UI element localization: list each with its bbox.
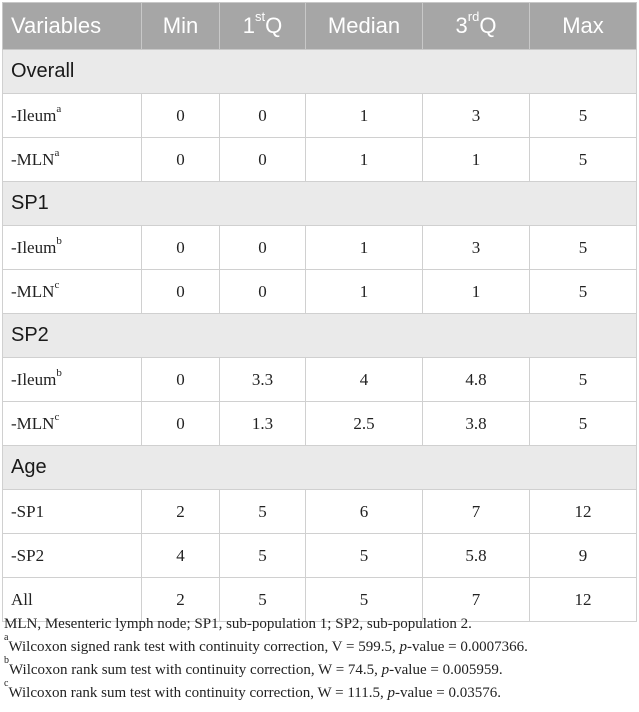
cell-q1: 5 (220, 490, 306, 534)
header-row (3, 3, 637, 50)
cell-median: 1 (306, 94, 423, 138)
cell-max: 12 (530, 578, 637, 622)
cell-median: 5 (306, 578, 423, 622)
footnote-marker: a (54, 146, 60, 159)
cell-q1: 5 (220, 534, 306, 578)
cell-q3: 3.8 (423, 402, 530, 446)
header-min: Min (142, 3, 220, 50)
header-variables: Variables (3, 3, 142, 50)
cell-min: 2 (142, 578, 220, 622)
row-label (3, 138, 142, 182)
cell-median: 5 (306, 534, 423, 578)
cell-max: 5 (530, 138, 637, 182)
table-row (3, 270, 637, 314)
row-label-text: -Ileum (11, 105, 57, 125)
footnote-mark: b (4, 655, 9, 666)
row-label (3, 358, 142, 402)
row-label-text: -Ileum (11, 369, 57, 389)
q1-superscript: st (255, 9, 266, 24)
cell-median: 4 (306, 358, 423, 402)
table-notes (4, 613, 636, 705)
table-row (3, 402, 637, 446)
p-symbol: p (399, 639, 407, 655)
cell-q3: 5.8 (423, 534, 530, 578)
row-label (3, 270, 142, 314)
footnote-mark: a (4, 632, 9, 643)
cell-min: 0 (142, 226, 220, 270)
table-row (3, 534, 637, 578)
footnote-marker: c (54, 278, 60, 291)
footnote (4, 632, 636, 659)
cell-median: 1 (306, 226, 423, 270)
cell-q3: 7 (423, 578, 530, 622)
footnote-mark: c (4, 678, 9, 689)
section-row (3, 446, 637, 490)
cell-min: 0 (142, 270, 220, 314)
row-label-text: -MLN (11, 281, 55, 301)
statistics-table (2, 2, 637, 622)
q3-tail: Q (479, 13, 497, 38)
section-title: SP2 (3, 314, 637, 358)
cell-min: 0 (142, 138, 220, 182)
q1-tail: Q (265, 13, 283, 38)
p-value-text: -value = 0.005959. (389, 662, 503, 678)
cell-max: 12 (530, 490, 637, 534)
table-row (3, 138, 637, 182)
cell-q3: 7 (423, 490, 530, 534)
cell-q1: 3.3 (220, 358, 306, 402)
cell-q3: 1 (423, 138, 530, 182)
abbreviations-note: MLN, Mesenteric lymph node; SP1, sub-population 1; SP2, sub-population 2. (4, 616, 472, 632)
cell-q3: 3 (423, 94, 530, 138)
section-row (3, 50, 637, 94)
table-row (3, 226, 637, 270)
header-first-quartile (220, 3, 306, 50)
cell-q3: 3 (423, 226, 530, 270)
section-title: Overall (3, 50, 637, 94)
footnote-text: Wilcoxon signed rank test with continuity correction, V = 599.5, (8, 639, 400, 655)
section-title: SP1 (3, 182, 637, 226)
cell-median: 2.5 (306, 402, 423, 446)
cell-q1: 0 (220, 270, 306, 314)
cell-q1: 0 (220, 94, 306, 138)
header-median: Median (306, 3, 423, 50)
row-label-text: -SP2 (11, 545, 45, 565)
p-symbol: p (381, 662, 390, 678)
cell-median: 6 (306, 490, 423, 534)
cell-q1: 0 (220, 138, 306, 182)
cell-min: 0 (142, 358, 220, 402)
row-label (3, 94, 142, 138)
row-label-text: -MLN (11, 149, 55, 169)
cell-min: 0 (142, 94, 220, 138)
footnotes (4, 632, 636, 705)
p-value-text: -value = 0.03576. (395, 685, 501, 701)
cell-median: 1 (306, 138, 423, 182)
cell-max: 5 (530, 358, 637, 402)
cell-min: 4 (142, 534, 220, 578)
table-row (3, 94, 637, 138)
section-title: Age (3, 446, 637, 490)
footnote-text: Wilcoxon rank sum test with continuity correction, W = 74.5, (9, 662, 382, 678)
section-row (3, 182, 637, 226)
table-row (3, 358, 637, 402)
cell-max: 9 (530, 534, 637, 578)
footnote (4, 678, 636, 705)
q1-base: 1 (242, 13, 255, 38)
cell-q3: 4.8 (423, 358, 530, 402)
footnote-text: Wilcoxon rank sum test with continuity correction, W = 111.5, (8, 685, 388, 701)
row-label (3, 402, 142, 446)
table-body (3, 50, 637, 622)
cell-max: 5 (530, 226, 637, 270)
section-row (3, 314, 637, 358)
table-row (3, 490, 637, 534)
cell-q3: 1 (423, 270, 530, 314)
p-symbol: p (387, 685, 395, 701)
footnote-marker: b (56, 234, 62, 247)
q3-base: 3 (455, 13, 468, 38)
cell-q1: 0 (220, 226, 306, 270)
cell-max: 5 (530, 270, 637, 314)
footnote (4, 655, 636, 682)
cell-q1: 5 (220, 578, 306, 622)
footnote-marker: b (56, 366, 62, 379)
row-label-text: All (11, 589, 33, 609)
footnote-marker: c (54, 410, 60, 423)
footnote-marker: a (56, 102, 62, 115)
row-label (3, 490, 142, 534)
cell-median: 1 (306, 270, 423, 314)
cell-min: 2 (142, 490, 220, 534)
cell-min: 0 (142, 402, 220, 446)
row-label-text: -Ileum (11, 237, 57, 257)
header-max: Max (530, 3, 637, 50)
row-label (3, 534, 142, 578)
row-label-text: -SP1 (11, 501, 45, 521)
row-label (3, 226, 142, 270)
row-label-text: -MLN (11, 413, 55, 433)
q3-superscript: rd (467, 9, 480, 24)
header-third-quartile (423, 3, 530, 50)
p-value-text: -value = 0.0007366. (406, 639, 528, 655)
cell-max: 5 (530, 94, 637, 138)
cell-q1: 1.3 (220, 402, 306, 446)
cell-max: 5 (530, 402, 637, 446)
